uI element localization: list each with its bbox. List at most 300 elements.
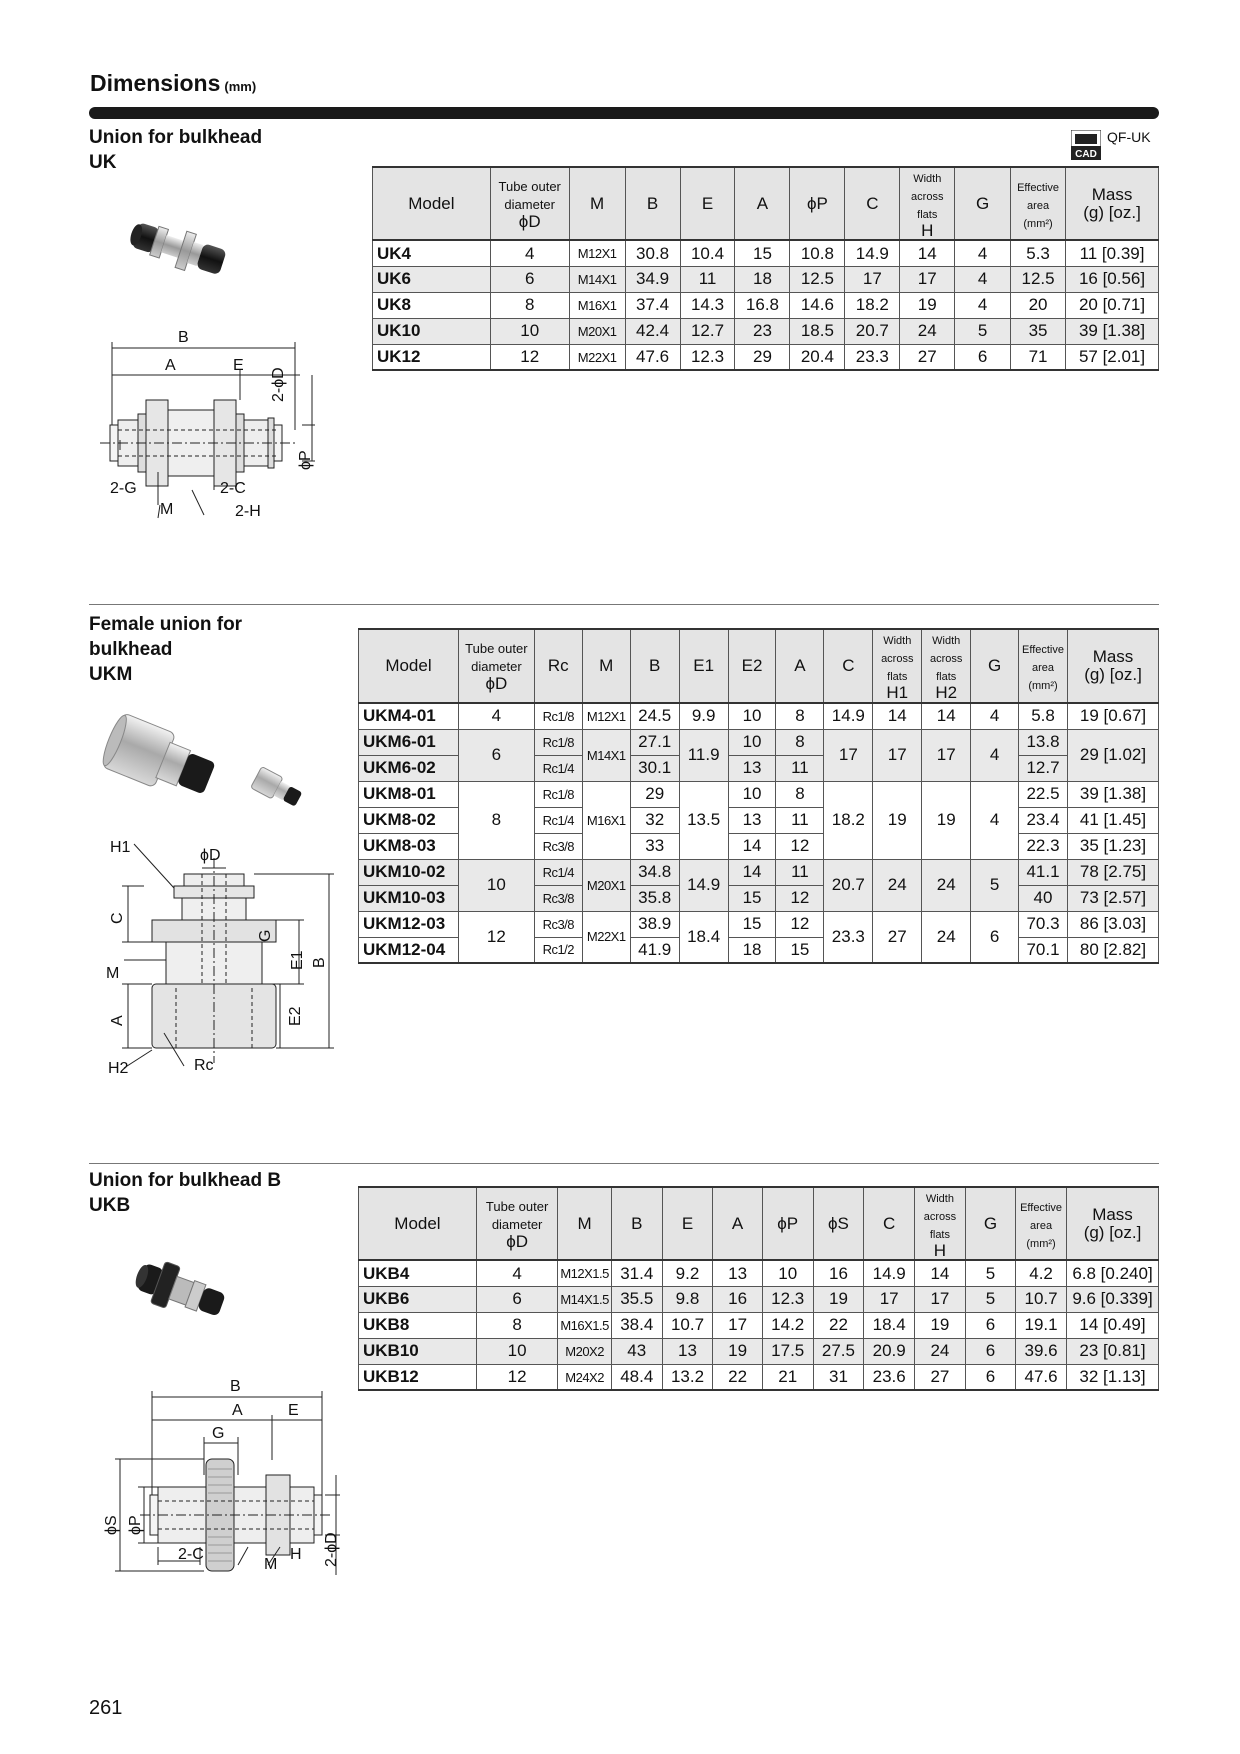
table-cell: 6 [965, 1338, 1015, 1364]
table-cell: 10 [458, 859, 534, 911]
ukm-dim-c: C [109, 912, 126, 924]
table-cell: 6 [476, 1286, 557, 1312]
table-cell: 11 [680, 266, 735, 292]
table-cell: 5 [965, 1260, 1015, 1286]
table-cell: 13.8 [1019, 729, 1068, 755]
table-cell: 18.4 [864, 1312, 915, 1338]
table-row [373, 292, 1159, 318]
ukb-dim-g: G [212, 1425, 225, 1442]
header-text: H [933, 1240, 947, 1260]
table-cell: 27 [873, 911, 922, 963]
table-cell: 12.5 [1011, 266, 1066, 292]
ukb-col-tube [476, 1187, 557, 1260]
table-cell: 4 [955, 292, 1011, 318]
uk-dim-d: 2-ϕD [270, 367, 287, 402]
ukm-col-e1: E1 [679, 629, 728, 703]
table-cell: 31 [813, 1364, 864, 1390]
table-cell: 9.8 [662, 1286, 713, 1312]
table-cell: M20X1 [569, 318, 625, 344]
table-cell: 24 [915, 1338, 966, 1364]
ukb-dim-e: E [288, 1402, 299, 1419]
table-cell: 20 [1011, 292, 1066, 318]
table-cell: 22 [813, 1312, 864, 1338]
header-text: Width [932, 635, 961, 648]
table-cell: 11 [776, 755, 824, 781]
table-cell: M14X1 [582, 729, 630, 781]
table-cell: 17 [824, 729, 873, 781]
table-row [359, 1364, 1159, 1390]
table-cell: 12.5 [790, 266, 845, 292]
table-cell: 14 [922, 703, 971, 729]
ukm-col-e2: E2 [728, 629, 776, 703]
uk-dim-c: 2-C [220, 480, 246, 497]
table-cell: 4 [476, 1260, 557, 1286]
table-cell: 4 [971, 729, 1019, 781]
table-cell: 35 [1.23] [1068, 833, 1159, 859]
table-cell: 17 [900, 266, 955, 292]
header-text: H [921, 220, 934, 240]
uk-col-g: G [955, 167, 1011, 240]
table-cell: 27 [915, 1364, 966, 1390]
table-cell: 13 [728, 755, 776, 781]
table-cell: 12 [490, 344, 569, 370]
ukb-col-p: ϕP [762, 1187, 813, 1260]
table-cell: 13.5 [679, 781, 728, 859]
table-cell: 34.9 [625, 266, 680, 292]
ukb-dim-m: M [264, 1556, 278, 1573]
table-cell: 35 [1011, 318, 1066, 344]
table-cell: 86 [3.03] [1068, 911, 1159, 937]
ukm-dim-m: M [106, 965, 120, 982]
header-text: ϕD [518, 211, 541, 231]
table-cell: 20.7 [824, 859, 873, 911]
table-cell: 15 [728, 911, 776, 937]
table-cell: 17 [713, 1312, 762, 1338]
model-cell: UKM4-01 [359, 703, 459, 729]
cad-label: CAD [1075, 149, 1097, 160]
table-cell: 18.5 [790, 318, 845, 344]
title-bar [89, 107, 1159, 119]
header-text: across [923, 1210, 957, 1223]
table-cell: 20.4 [790, 344, 845, 370]
header-text: Tube outer [465, 641, 528, 657]
table-cell: 13 [662, 1338, 713, 1364]
ukm-dim-b: B [311, 957, 328, 968]
ukm-col-b: B [630, 629, 679, 703]
table-cell: 23 [0.81] [1067, 1338, 1159, 1364]
uk-dim-e: E [233, 357, 244, 374]
ukb-dim-h: H [290, 1546, 302, 1563]
table-cell: 22 [713, 1364, 762, 1390]
table-cell: 24 [922, 859, 971, 911]
uk-product-photo [125, 212, 235, 287]
ukb-col-b: B [611, 1187, 662, 1260]
model-cell: UKB12 [359, 1364, 477, 1390]
header-text: diameter [491, 1216, 543, 1232]
header-text: Tube outer [498, 178, 561, 194]
table-cell: 70.3 [1019, 911, 1068, 937]
header-text: (mm²) [1028, 679, 1058, 692]
table-cell: 23.4 [1019, 807, 1068, 833]
table-cell: 30.8 [625, 240, 680, 266]
table-cell: 19 [900, 292, 955, 318]
ukm-col-m: M [582, 629, 630, 703]
table-row [373, 240, 1159, 266]
model-cell: UKM6-02 [359, 755, 459, 781]
table-cell: 14 [915, 1260, 966, 1286]
table-cell: 11 [776, 859, 824, 885]
ukb-dim-s: ϕS [103, 1515, 120, 1535]
header-text: ϕD [485, 673, 508, 693]
header-text: area [1030, 1219, 1053, 1232]
table-cell: 19 [915, 1312, 966, 1338]
header-text: Width [913, 173, 942, 185]
cad-icon[interactable] [1071, 130, 1101, 160]
table-cell: 32 [1.13] [1067, 1364, 1159, 1390]
table-cell: 12.3 [680, 344, 735, 370]
table-cell: 33 [630, 833, 679, 859]
table-cell: M24X2 [558, 1364, 612, 1390]
header-text: Effective [1017, 181, 1060, 194]
uk-dim-m: M [160, 501, 174, 518]
table-cell: 12.3 [762, 1286, 813, 1312]
model-cell: UK6 [373, 266, 491, 292]
model-cell: UKM8-03 [359, 833, 459, 859]
table-cell: 18.4 [679, 911, 728, 963]
header-text: across [881, 653, 914, 666]
table-cell: 18.2 [824, 781, 873, 859]
table-cell: 38.9 [630, 911, 679, 937]
table-cell: Rc3/8 [534, 885, 582, 911]
table-cell: 32 [630, 807, 679, 833]
table-cell: 23.6 [864, 1364, 915, 1390]
table-cell: 35.8 [630, 885, 679, 911]
page-title-unit: (mm) [224, 79, 257, 94]
table-cell: Rc1/4 [534, 755, 582, 781]
table-cell: M22X1 [569, 344, 625, 370]
ukb-col-c: C [864, 1187, 915, 1260]
header-text: Mass [1092, 1204, 1133, 1224]
table-cell: 14.6 [790, 292, 845, 318]
section-divider [89, 1163, 1159, 1164]
ukm-title-line1: Female union for [89, 614, 243, 635]
table-cell: 5.8 [1019, 703, 1068, 729]
ukb-section-title [89, 1168, 281, 1218]
table-cell: 78 [2.75] [1068, 859, 1159, 885]
uk-col-e: E [680, 167, 735, 240]
table-cell: 12.7 [680, 318, 735, 344]
table-cell: 6 [965, 1364, 1015, 1390]
table-cell: 13 [713, 1260, 762, 1286]
ukb-col-g: G [965, 1187, 1015, 1260]
table-cell: 10.4 [680, 240, 735, 266]
table-cell: 24.5 [630, 703, 679, 729]
table-cell: 14 [873, 703, 922, 729]
table-cell: 13.2 [662, 1364, 713, 1390]
table-cell: 17 [915, 1286, 966, 1312]
header-text: (g) [oz.] [1084, 665, 1142, 684]
ukm-col-h1 [873, 629, 922, 703]
ukm-dim-rc: Rc [194, 1057, 214, 1074]
table-cell: 8 [776, 703, 824, 729]
ukm-table-header [359, 629, 1159, 703]
table-cell: 4 [490, 240, 569, 266]
uk-col-m: M [569, 167, 625, 240]
table-cell: 12 [776, 885, 824, 911]
table-cell: 30.1 [630, 755, 679, 781]
ukb-dim-d: 2-ϕD [323, 1532, 340, 1567]
header-text: flats [917, 208, 938, 221]
ukm-dim-e1: E1 [289, 950, 306, 970]
table-cell: 27.1 [630, 729, 679, 755]
ukm-col-c: C [824, 629, 873, 703]
ukb-table-header [359, 1187, 1159, 1260]
ukm-col-tube [458, 629, 534, 703]
table-cell: 10.8 [790, 240, 845, 266]
ukb-col-width [915, 1187, 966, 1260]
ukb-title-line2: UKB [89, 1195, 131, 1216]
table-cell: 16 [0.56] [1066, 266, 1159, 292]
header-text: ϕD [506, 1231, 529, 1251]
header-text: across [911, 190, 944, 203]
header-text: (mm²) [1023, 217, 1053, 230]
table-cell: 19 [813, 1286, 864, 1312]
table-cell: M20X1 [582, 859, 630, 911]
table-row [359, 1312, 1159, 1338]
header-text: Width [883, 635, 912, 648]
table-cell: M14X1 [569, 266, 625, 292]
table-cell: 4.2 [1016, 1260, 1067, 1286]
model-cell: UK10 [373, 318, 491, 344]
table-cell: 12 [776, 833, 824, 859]
ukb-dim-c: 2-C [178, 1546, 204, 1563]
table-cell: 20.7 [845, 318, 900, 344]
table-cell: 14.9 [864, 1260, 915, 1286]
table-cell: 8 [776, 729, 824, 755]
header-text: Width [925, 1193, 954, 1205]
table-cell: 17.5 [762, 1338, 813, 1364]
model-cell: UKB8 [359, 1312, 477, 1338]
table-cell: 4 [971, 703, 1019, 729]
uk-dim-b: B [178, 330, 189, 346]
ukb-col-s: ϕS [813, 1187, 864, 1260]
header-text: Mass [1092, 647, 1134, 667]
model-cell: UKB6 [359, 1286, 477, 1312]
table-cell: Rc3/8 [534, 833, 582, 859]
table-cell: 10 [728, 729, 776, 755]
ukm-col-a: A [776, 629, 824, 703]
table-cell: M12X1.5 [558, 1260, 612, 1286]
uk-section-title [89, 125, 262, 175]
table-cell: 23.3 [824, 911, 873, 963]
table-cell: 18.2 [845, 292, 900, 318]
table-cell: 47.6 [1016, 1364, 1067, 1390]
ukm-dim-g: G [257, 929, 274, 942]
cad-code: QF-UK [1107, 129, 1151, 145]
table-cell: 14 [728, 859, 776, 885]
ukm-dimension-drawing [104, 838, 344, 1078]
table-cell: Rc1/8 [534, 729, 582, 755]
table-cell: 39 [1.38] [1068, 781, 1159, 807]
table-cell: Rc1/8 [534, 703, 582, 729]
table-row [359, 1338, 1159, 1364]
page-title-text: Dimensions [90, 70, 221, 96]
table-cell: M16X1 [582, 781, 630, 859]
header-text: flats [887, 671, 908, 683]
table-cell: M16X1 [569, 292, 625, 318]
table-cell: 12 [776, 911, 824, 937]
table-cell: 23.3 [845, 344, 900, 370]
table-cell: 18 [728, 937, 776, 963]
table-cell: 17 [873, 729, 922, 781]
ukm-col-mass [1068, 629, 1159, 703]
uk-table-header [373, 167, 1159, 240]
table-cell: 27 [900, 344, 955, 370]
table-cell: 6 [458, 729, 534, 781]
ukb-title-line1: Union for bulkhead B [89, 1170, 282, 1191]
uk-dim-a: A [165, 357, 176, 374]
table-cell: 20 [0.71] [1066, 292, 1159, 318]
table-cell: 29 [735, 344, 790, 370]
uk-dim-h: 2-H [235, 503, 261, 520]
header-text: area [1031, 662, 1055, 675]
table-cell: 16 [713, 1286, 762, 1312]
table-cell: 14 [900, 240, 955, 266]
table-cell: M16X1.5 [558, 1312, 612, 1338]
table-cell: 37.4 [625, 292, 680, 318]
table-cell: 10 [728, 781, 776, 807]
table-row [359, 859, 1159, 885]
table-cell: 14 [0.49] [1067, 1312, 1159, 1338]
table-cell: 20.9 [864, 1338, 915, 1364]
model-cell: UK4 [373, 240, 491, 266]
table-row [373, 344, 1159, 370]
table-cell: 13 [728, 807, 776, 833]
table-cell: 29 [1.02] [1068, 729, 1159, 781]
section-divider [89, 604, 1159, 605]
table-cell: 71 [1011, 344, 1066, 370]
table-cell: 34.8 [630, 859, 679, 885]
table-cell: 22.3 [1019, 833, 1068, 859]
table-cell: 80 [2.82] [1068, 937, 1159, 963]
table-cell: 6 [965, 1312, 1015, 1338]
table-cell: M22X1 [582, 911, 630, 963]
table-cell: 8 [490, 292, 569, 318]
table-cell: 17 [922, 729, 971, 781]
table-cell: 27.5 [813, 1338, 864, 1364]
table-cell: 10.7 [1016, 1286, 1067, 1312]
table-cell: 35.5 [611, 1286, 662, 1312]
table-cell: 9.6 [0.339] [1067, 1286, 1159, 1312]
table-cell: 10 [762, 1260, 813, 1286]
table-cell: 23 [735, 318, 790, 344]
uk-col-a: A [735, 167, 790, 240]
table-cell: 39 [1.38] [1066, 318, 1159, 344]
model-cell: UK12 [373, 344, 491, 370]
ukm-title-line3: UKM [89, 664, 133, 685]
model-cell: UKM12-04 [359, 937, 459, 963]
table-cell: 19 [713, 1338, 762, 1364]
model-cell: UKM8-02 [359, 807, 459, 833]
ukm-product-photo [100, 712, 310, 812]
table-row [359, 1286, 1159, 1312]
table-cell: 16 [813, 1260, 864, 1286]
table-cell: 11 [776, 807, 824, 833]
table-cell: Rc1/8 [534, 781, 582, 807]
table-cell: 14.2 [762, 1312, 813, 1338]
table-row [359, 703, 1159, 729]
ukb-col-a: A [713, 1187, 762, 1260]
uk-col-p: ϕP [790, 167, 845, 240]
table-cell: Rc1/4 [534, 859, 582, 885]
header-text: across [930, 653, 963, 666]
table-cell: 19.1 [1016, 1312, 1067, 1338]
ukb-table [358, 1186, 1159, 1391]
ukm-col-g: G [971, 629, 1019, 703]
table-cell: 21 [762, 1364, 813, 1390]
header-text: Mass [1091, 184, 1133, 204]
header-text: (mm²) [1026, 1237, 1056, 1250]
table-cell: 6.8 [0.240] [1067, 1260, 1159, 1286]
table-cell: 40 [1019, 885, 1068, 911]
header-text: (g) [oz.] [1083, 202, 1141, 222]
ukm-col-rc: Rc [534, 629, 582, 703]
table-cell: 15 [776, 937, 824, 963]
ukm-section-title [89, 612, 242, 687]
table-cell: 8 [458, 781, 534, 859]
table-cell: 9.9 [679, 703, 728, 729]
ukm-dim-e2: E2 [287, 1006, 304, 1026]
table-cell: 4 [955, 240, 1011, 266]
table-row [359, 911, 1159, 937]
uk-dimension-drawing [100, 330, 360, 525]
model-cell: UKM12-03 [359, 911, 459, 937]
header-text: Effective [1022, 644, 1064, 657]
ukm-col-model: Model [359, 629, 459, 703]
table-cell: 15 [735, 240, 790, 266]
header-text: (g) [oz.] [1083, 1222, 1142, 1242]
table-cell: 22.5 [1019, 781, 1068, 807]
table-cell: 11.9 [679, 729, 728, 781]
uk-col-tube [490, 167, 569, 240]
ukb-dimension-drawing [100, 1375, 360, 1575]
table-cell: 5 [965, 1286, 1015, 1312]
table-cell: 29 [630, 781, 679, 807]
model-cell: UKM10-02 [359, 859, 459, 885]
header-text: Tube outer [485, 1198, 549, 1214]
uk-col-mass [1066, 167, 1159, 240]
table-cell: 12 [476, 1364, 557, 1390]
ukb-col-e: E [662, 1187, 713, 1260]
ukm-col-area [1019, 629, 1068, 703]
table-cell: 12.7 [1019, 755, 1068, 781]
table-cell: M12X1 [569, 240, 625, 266]
table-cell: 38.4 [611, 1312, 662, 1338]
ukm-dim-d: ϕD [200, 847, 221, 864]
table-cell: 4 [955, 266, 1011, 292]
model-cell: UKM10-03 [359, 885, 459, 911]
ukb-dim-p: ϕP [127, 1515, 144, 1535]
ukm-title-line2: bulkhead [89, 639, 173, 660]
table-cell: 5 [971, 859, 1019, 911]
table-cell: 10 [490, 318, 569, 344]
model-cell: UKM6-01 [359, 729, 459, 755]
table-cell: 39.6 [1016, 1338, 1067, 1364]
table-cell: 15 [728, 885, 776, 911]
table-cell: 43 [611, 1338, 662, 1364]
ukb-col-model: Model [359, 1187, 477, 1260]
table-row [359, 781, 1159, 807]
